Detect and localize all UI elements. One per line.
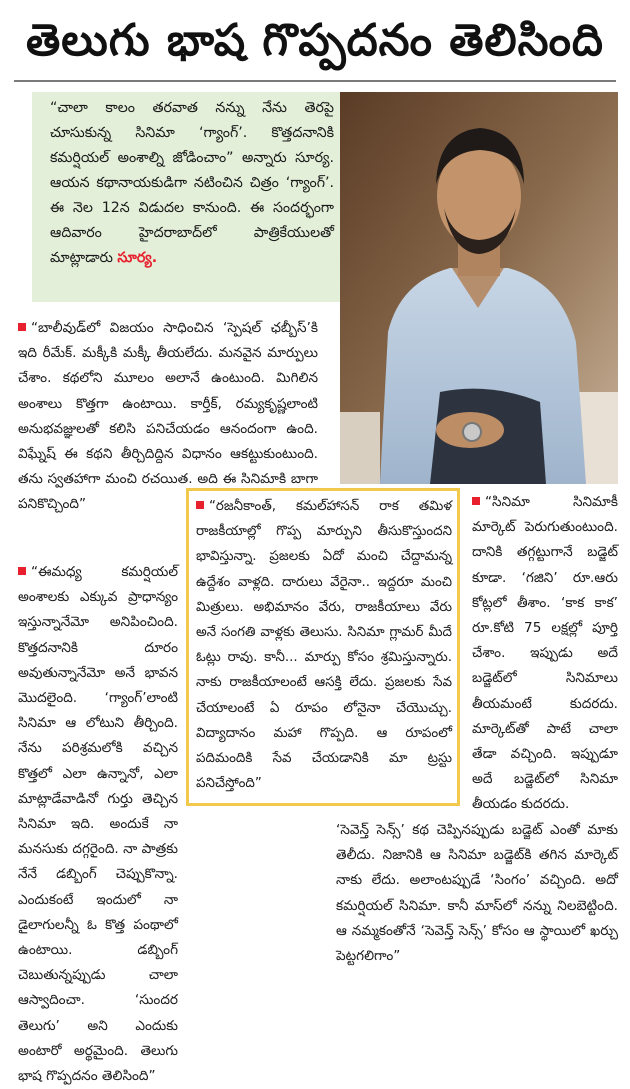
- bottom-right-column: [336, 818, 618, 969]
- headline-divider: [14, 80, 616, 82]
- bullet-marker: [196, 501, 204, 509]
- page-headline: తెలుగు భాష గొప్పదనం తెలిసింది: [26, 15, 604, 66]
- bullet-marker: [18, 567, 26, 575]
- left-column-para2-narrow: [18, 560, 178, 1089]
- right-column: [472, 490, 618, 818]
- quote-text: “రజనీకాంత్, కమల్‌హాసన్ రాక తమిళ రాజకీయాల్లో గొప్ప మార్పుని తీసుకొస్తుందని భావిస్తున్నా. ప్రజలకు ఏదో మంచి చేద్దామన్న ఉద్దేశం వాళ్లది. దారులు వేరైనా.. ఇద్దరూ మంచి మిత్రులు. అభిమానం వేరు, రాజకీయాలు వేరు అనే సంగతి వాళ్లకు తెలుసు. సినిమా గ్లామర్ మీదే ఓట్లు రావు. కానీ... మార్పు కోసం శ్రమిస్తున్నారు. నాకు రాజకీయాలంటే ఆసక్తి లేదు. ప్రజలకు సేవ చేయాలంటే ఏ రూపం లోనైనా చేయొచ్చు. విద్యాదానం మహా గొప్పది. ఆ రూపంలో పదిమందికి సేవ చేయడానికి మా ట్రస్టు పనిచేస్తోంది”: [196, 499, 452, 792]
- left-para2-text: “ఈమధ్య కమర్షియల్ అంశాలకు ఎక్కువ ప్రాధాన్యం ఇస్తున్నానేమో అనిపించింది. కొత్తదనానికి దూరం అవుతున్నానేమో అనే భావన మొదలైంది. ‘గ్యాంగ్’లాంటి సినిమా ఆ లోటుని తీర్చింది. నేను పరిశ్రమలోకి వచ్చిన కొత్తలో ఎలా ఉన్నానో, ఎలా మాట్లాడేవాడినో గుర్తు తెచ్చిన సినిమా ఇది. అందుకే నా మనసుకు దగ్గరైంది. నా పాత్రకు నేనే డబ్బింగ్ చెప్పుకొన్నా. ఎందుకంటే ఇందులో నా డైలాగులన్నీ ఓ కొత్త పంథాలో ఉంటాయి. డబ్బింగ్ చెబుతున్నప్పుడు చాలా ఆస్వాదించా. ‘సుందర తెలుగు’ అని ఎందుకు అంటారో అర్థమైంది. తెలుగు భాష గొప్పదనం తెలిసింది”: [18, 564, 178, 1085]
- actor-photo-illustration: [340, 92, 618, 484]
- bullet-marker: [472, 497, 480, 505]
- bottom-right-text: ‘సెవెన్త్ సెన్స్’ కథ చెప్పినప్పుడు బడ్జెట్ ఎంతో మాకు తెలీదు. నిజానికి ఆ సినిమా బడ్జెట్‌కి తగిన మార్కెట్ నాకు లేదు. అలాంటప్పుడే ‘సింగం’ వచ్చింది. అదో కమర్షియల్ సినిమా. కానీ మాస్‌లో నన్ను నిలబెట్టింది. ఆ నమ్మకంతోనే ‘సెవెన్త్ సెన్స్’ కోసం ఆ స్థాయిలో ఖర్చు పెట్టగలిగాం”: [336, 822, 618, 965]
- intro-body: “చాలా కాలం తరవాత నన్ను నేను తెరపై చూసుకున్న సినిమా ‘గ్యాంగ్’. కొత్తదనానికి కమర్షియల్ అంశాల్ని జోడించాం” అన్నారు సూర్య. ఆయన కథానాయకుడిగా నటించిన చిత్రం ‘గ్యాంగ్’. ఈ నెల 12న విడుదల కానుంది. ఈ సందర్భంగా ఆదివారం హైదరాబాద్‌లో పాత్రికేయులతో మాట్లాడారు: [50, 100, 334, 266]
- left-para1-text: “బాలీవుడ్‌లో విజయం సాధించిన ‘స్పెషల్ ఛబ్బీస్’కి ఇది రీమేక్. మక్కీకి మక్కీ తీయలేదు. మనవైన మార్పులు చేశాం. కథలోని మూలం అలానే ఉంటుంది. మిగిలిన అంశాలు కొత్తగా ఉంటాయి. కార్తీక్, రమ్యకృష్ణలాంటి అనుభవజ్ఞులతో కలిసి పనిచేయడం ఆనందంగా ఉంది. విఘ్నేష్ ఈ కథని తీర్చిదిద్దిన విధానం ఆకట్టుకుంటుంది. తను స్వతహాగా మంచి రచయిత. అది ఈ సినిమాకి బాగా పనికొచ్చింది”: [18, 320, 318, 513]
- actor-photo: [340, 92, 618, 484]
- right-column-text: “సినిమా సినిమాకీ మార్కెట్ పెరుగుతుంటుంది. దానికి తగ్గట్టుగానే బడ్జెట్ కూడా. ‘గజిని’ రూ.ఆరు కోట్లలో తీశాం. ‘కాక కాక’ రూ.కోటి 75 లక్షల్లో పూర్తి చేశాం. ఇప్పుడు అదే బడ్జెట్‌లో సినిమాలు తీయమంటే కుదరదు. మార్కెట్‌తో పాటే చాలా తేడా వచ్చింది. ఇప్పుడూ అదే బడ్జెట్‌లో సినిమా తీయడం కుదరదు.: [472, 494, 618, 813]
- intro-text: [50, 96, 334, 271]
- quote-box: [196, 494, 452, 796]
- bullet-marker: [18, 323, 26, 331]
- intro-highlight-name: సూర్య.: [117, 250, 158, 266]
